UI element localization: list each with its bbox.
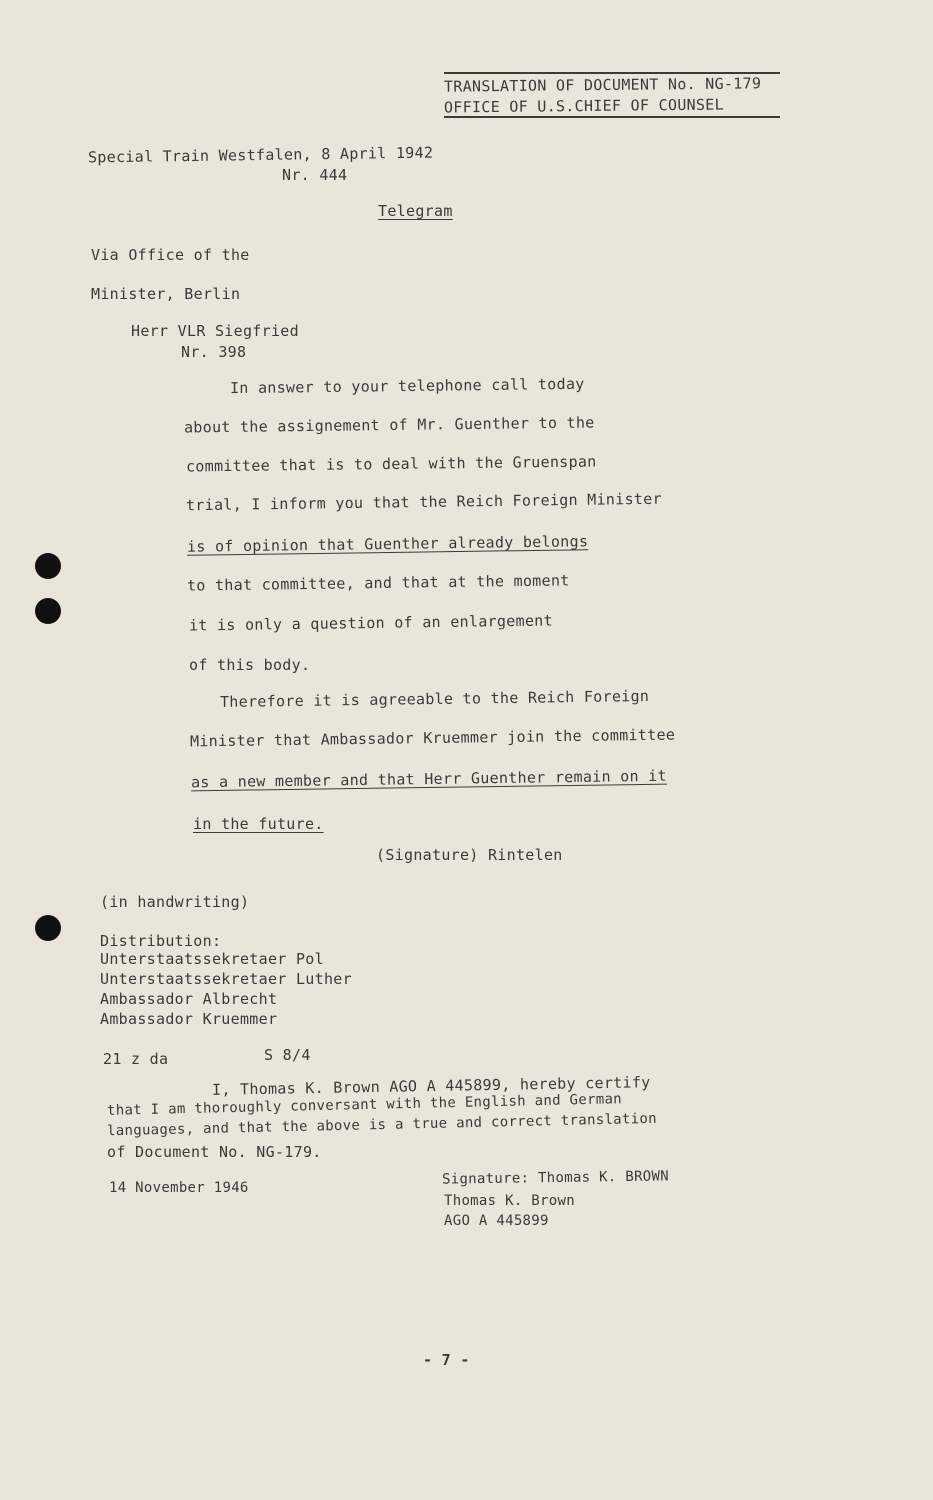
telegram-number: Nr. 444	[282, 166, 348, 184]
body-line-6: to that committee, and that at the moment	[186, 571, 570, 595]
certification-line-2: that I am thoroughly conversant with the English and German	[106, 1091, 623, 1119]
place-date: Special Train Westfalen, 8 April 1942	[87, 143, 434, 167]
distribution-item-1: Unterstaatssekretaer Pol	[100, 950, 324, 968]
distribution-item-3: Ambassador Albrecht	[100, 990, 278, 1008]
header-office-line: OFFICE OF U.S.CHIEF OF COUNSEL	[443, 95, 725, 117]
certification-signature-2: Thomas K. Brown	[444, 1193, 575, 1209]
body2-line-2: Minister that Ambassador Kruemmer join the committee	[189, 725, 676, 751]
certification-line-1: I, Thomas K. Brown AGO A 445899, hereby certify	[211, 1073, 651, 1099]
header-bottom-rule	[444, 116, 780, 118]
punch-hole-2	[35, 598, 61, 624]
punch-hole-3	[35, 915, 61, 941]
certification-line-4: of Document No. NG-179.	[107, 1143, 322, 1161]
file-mark-right: S 8/4	[264, 1046, 311, 1064]
header-top-rule	[444, 72, 780, 74]
recipient-ref: Nr. 398	[181, 343, 247, 361]
certification-date: 14 November 1946	[109, 1180, 249, 1196]
header-translation-line: TRANSLATION OF DOCUMENT No. NG-179	[443, 74, 762, 96]
body-line-2: about the assignement of Mr. Guenther to the	[183, 413, 595, 437]
body-line-8: of this body.	[189, 656, 311, 674]
body2-line-1: Therefore it is agreeable to the Reich Foreign	[219, 687, 650, 711]
body-line-1: In answer to your telephone call today	[229, 374, 585, 398]
address-line-2: Minister, Berlin	[91, 285, 241, 303]
address-line-1: Via Office of the	[91, 246, 250, 264]
certification-line-3: languages, and that the above is a true and correct translation	[106, 1110, 658, 1140]
body-line-4: trial, I inform you that the Reich Foreign Minister	[185, 489, 662, 515]
body-line-5: is of opinion that Guenther already belongs	[186, 532, 589, 556]
handwriting-note: (in handwriting)	[100, 893, 250, 911]
distribution-item-4: Ambassador Kruemmer	[100, 1010, 278, 1028]
file-mark-left: 21 z da	[103, 1050, 169, 1068]
recipient: Herr VLR Siegfried	[131, 322, 299, 340]
body2-line-4: in the future.	[193, 815, 324, 833]
body-line-3: committee that is to deal with the Gruenspan	[185, 452, 597, 476]
punch-hole-1	[35, 553, 61, 579]
certification-signature-3: AGO A 445899	[444, 1213, 549, 1229]
doc-type-label: Telegram	[378, 202, 453, 220]
signature: (Signature) Rintelen	[376, 846, 563, 864]
certification-signature-1: Signature: Thomas K. BROWN	[441, 1168, 670, 1188]
body-line-7: it is only a question of an enlargement	[188, 611, 554, 635]
body2-line-3: as a new member and that Herr Guenther remain on it	[190, 766, 667, 792]
distribution-item-2: Unterstaatssekretaer Luther	[100, 970, 352, 988]
distribution-title: Distribution:	[100, 932, 222, 950]
page-number: - 7 -	[423, 1351, 470, 1369]
